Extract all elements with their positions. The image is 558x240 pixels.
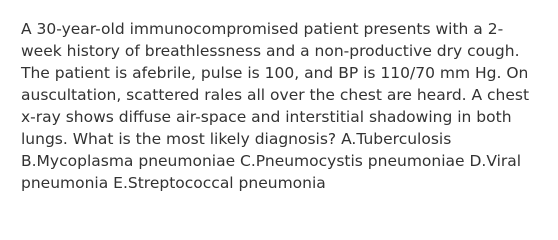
question-text-line: x-ray shows diffuse air-space and interstitial shadowing in both — [21, 108, 512, 126]
question-text-line: week history of breathlessness and a non-productive dry cough. — [21, 42, 520, 60]
question-text-line: The patient is afebrile, pulse is 100, and BP is 110/70 mm Hg. On — [21, 64, 529, 82]
question-text-line: lungs. What is the most likely diagnosis? A.Tuberculosis — [21, 130, 452, 148]
question-text-line: B.Mycoplasma pneumoniae C.Pneumocystis pneumoniae D.Viral — [21, 152, 522, 170]
question-text-line: A 30-year-old immunocompromised patient presents with a 2- — [21, 20, 504, 38]
question-text-line: pneumonia E.Streptococcal pneumonia — [21, 174, 326, 192]
question-text-line: auscultation, scattered rales all over the chest are heard. A chest — [21, 86, 530, 104]
